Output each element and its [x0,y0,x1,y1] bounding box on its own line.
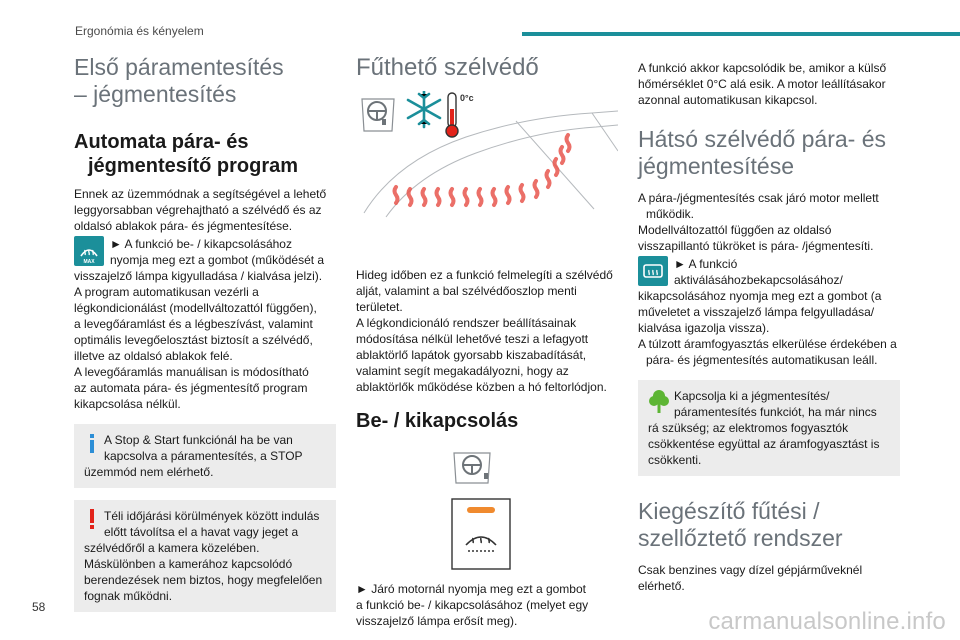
thermometer-icon [446,93,458,137]
step-auto-program: MAX ► A funkció be- / kikapcsolásához nyomja meg ezt a gombot (működését a visszajelző lámpa kigyulladása / kialvása jelzi). [74,237,325,283]
heat-wave-icons [395,135,570,205]
paragraph-activation-condition: A funkció akkor kapcsolódik be, amikor a külső hőmérséklet 0°C alá esik. A motor leállításakor azonnal automatikusan kikapcsol. [638,61,887,107]
info-note: A Stop & Start funkciónál ha be van kapcsolva a páramentesítés, a STOP üzemmód nem elérhető. [74,424,336,488]
warning-note: Téli időjárási körülmények között indulás előtt távolítsa el a havat vagy jeget a szélvédőről a kamera közelében. Máskülönben a kamerához kapcsolódó berendezések nem biztos, hogy megfelelően fognak működni. [74,500,336,612]
paragraph-auto-stop: A túlzott áramfogyasztás elkerülése érdekében a pára- és jégmentesítés automatikusan leáll. [638,337,897,367]
snowflake-icon [408,91,440,127]
eco-note: Kapcsolja ki a jégmentesítés/ páramentesítés funkciót, ha már nincs rá szükség; az elektromos fogyasztók csökkentése együttal az áramfogyasztást is csökkenti. [638,380,900,476]
eco-tree-icon [648,388,670,414]
subsection-title-on-off: Be- / kikapcsolás [356,410,519,432]
heated-windscreen-illustration [356,91,618,223]
paragraph-manual-airflow: A levegőáramlás manuálisan is módosítható az automata pára- és jégmentesítő program kikapcsolása nélkül. [74,365,309,411]
section-title-heated-windscreen: Fűthető szélvédő [356,54,539,81]
paragraph-availability: Csak benzines vagy dízel gépjárműveknél elérhető. [638,563,863,593]
on-off-illustration [356,451,618,571]
steering-wheel-icon-2 [454,453,490,483]
steering-wheel-icon [362,99,394,131]
info-icon [84,432,100,454]
heated-windscreen-button[interactable] [452,499,510,569]
section-title-auxiliary-heating: Kiegészítő fűtési / szellőztető rendszer [638,498,843,551]
column-2 [356,54,618,629]
running-header: Ergonómia és kényelem [75,24,204,38]
column-1 [74,54,336,612]
paragraph-mirrors: Modellváltozattól függően az oldalsó visszapillantó tükröket is pára- /jégmentesíti. [638,223,874,253]
paragraph-auto-control: A program automatikusan vezérli a légkondicionálást (modellváltozattól függően), a levegőáramlást és a légbeszívást, valamint optimális levegőelosztást biztosít a szélvédő, illetve az oldalsó ablakok felé. [74,285,317,363]
paragraph-engine-running: A pára-/jégmentesítés csak járó motor mellett működik. [638,191,879,221]
page-number: 58 [32,600,46,614]
front-defrost-button-icon [74,236,104,266]
step-rear-defrost: ► A funkció aktiválásáhozbekapcsolásához/ kikapcsolásához nyomja meg ezt a gombot (a műveletet a visszajelző lámpa felgyulladása/ kialvása igazolja vissza). [638,257,882,335]
intro-paragraph: Ennek az üzemmódnak a segítségével a lehető leggyorsabban végrehajtható a szélvédő és az oldalsó ablakok pára- és jégmentesítése. [74,187,327,233]
rear-defrost-button-icon [638,256,668,286]
section-title-front-defrost: Első páramentesítés – jégmentesítés [74,54,284,107]
column-3 [638,60,900,594]
temperature-label: 0°c [460,93,474,103]
section-title-rear-defrost: Hátsó szélvédő pára- és jégmentesítése [638,126,887,179]
indicator-lamp [467,507,495,513]
step-on-off: ► Járó motornál nyomja meg ezt a gombot a funkció be- / kikapcsolásához (melyet egy visszajelző lámpa erősít meg). [356,582,589,628]
paragraph-heated-function: Hideg időben ez a funkció felmelegíti a szélvédő alját, valamint a bal szélvédőoszlop menti területet. [356,268,613,314]
header-accent-bar [522,32,960,36]
watermark-text: carmanualsonline.info [708,608,946,635]
paragraph-wiper-release: A légkondicionáló rendszer beállításainak módosítása nélkül lehetővé teszi a lefagyott ablaktörlő lapátok gyorsabb kiszabadítását, valamint segít megakadályozni, hogy az ablaktörlők működése közben a hó feltorlódjon. [356,316,607,394]
warning-icon [84,508,100,530]
subsection-title-auto-program: Automata pára- és jégmentesítő program [74,131,299,177]
svg-text:MAX: MAX [83,259,95,265]
